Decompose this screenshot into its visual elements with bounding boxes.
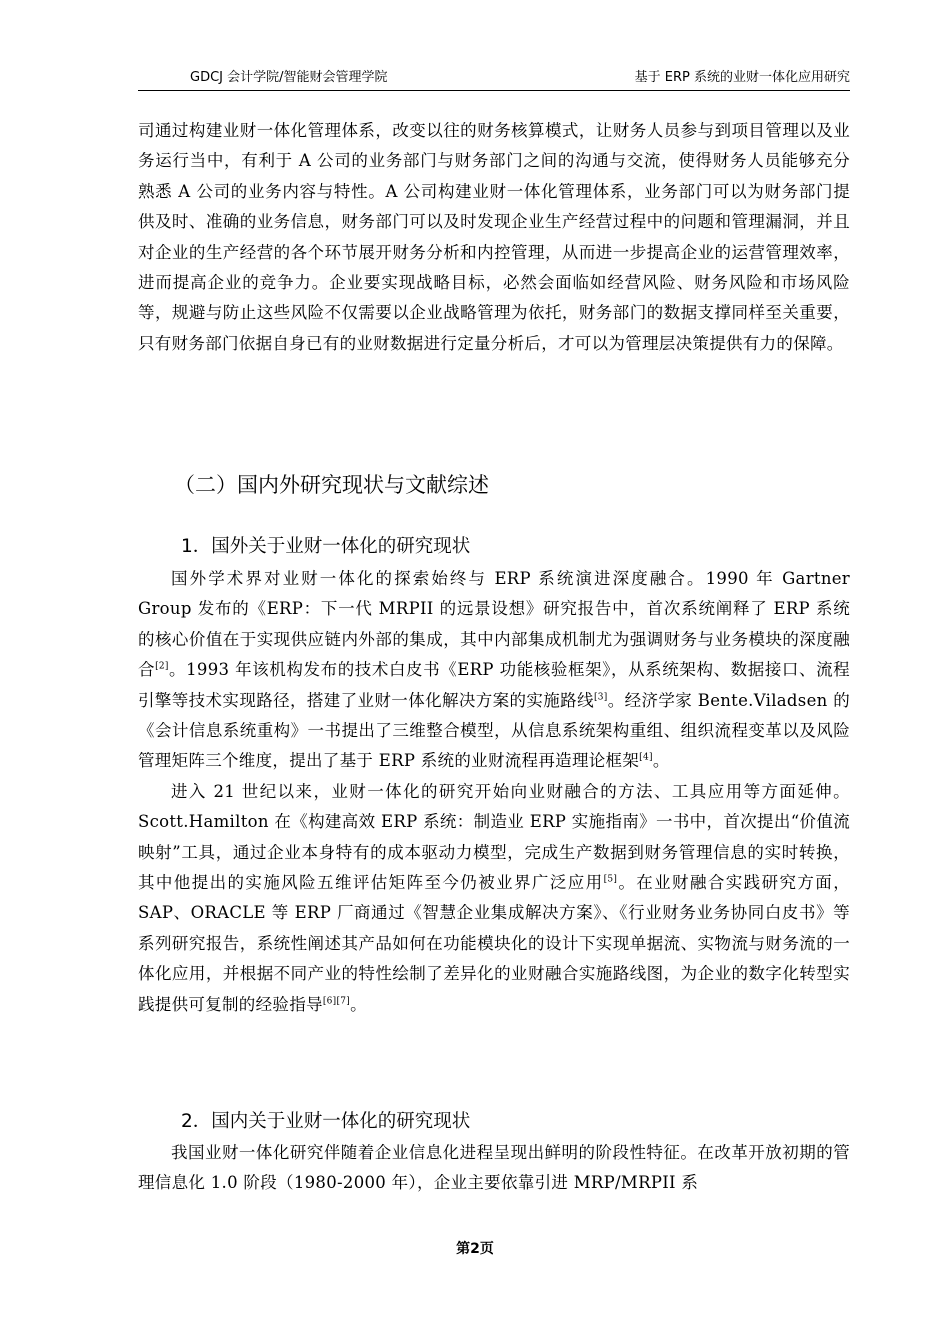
header-divider [138,90,850,91]
header-institution: GDCJ 会计学院/智能财会管理学院 [190,70,388,85]
foreign-paragraph-1: 国外学术界对业财一体化的探索始终与 ERP 系统演进深度融合。1990 年 Gartner Group 发布的《ERP：下一代 MRPII 的远景设想》研究报告中，首次系统阐释了 ERP 系统的核心价值在于实现供应链内外部的集成，其中内部集成机制尤为强调财务与业务模块的深度融合[2]。1993 年该机构发布的技术白皮书《ERP 功能核验框架》，从系统架构、数据接口、流程引擎等技术实现路径，搭建了业财一体化解决方案的实施路线[3]。经济学家 Bente.Viladsen 的《会计信息系统重构》一书提出了三维整合模型，从信息系统架构重组、组织流程变革以及风险管理矩阵三个维度，提出了基于 ERP 系统的业财流程再造理论框架[4]。 [138,569,850,771]
header-paper-title: 基于 ERP 系统的业财一体化应用研究 [634,70,850,85]
section-heading-literature-review: （二）国内外研究现状与文献综述 [174,473,489,497]
foreign-research-block [138,564,850,1020]
intro-paragraph: 司通过构建业财一体化管理体系，改变以往的财务核算模式，让财务人员参与到项目管理以及业务运行当中，有利于 A 公司的业务部门与财务部门之间的沟通与交流，使得财务人员能够充分熟悉 A 公司的业务内容与特性。A 公司构建业财一体化管理体系，业务部门可以为财务部门提供及时、准确的业务信息，财务部门可以及时发现企业生产经营过程中的问题和管理漏洞，并且对企业的生产经营的各个环节展开财务分析和内控管理，从而进一步提高企业的运营管理效率，进而提高企业的竞争力。企业要实现战略目标，必然会面临如经营风险、财务风险和市场风险等，规避与防止这些风险不仅需要以企业战略管理为依托，财务部门的数据支撑同样至关重要，只有财务部门依据自身已有的业财数据进行定量分析后，才可以为管理层决策提供有力的保障。 [138,121,850,353]
citation-2: [2] [155,661,169,672]
domestic-paragraph-1: 我国业财一体化研究伴随着企业信息化进程呈现出鲜明的阶段性特征。在改革开放初期的管理信息化 1.0 阶段（1980-2000 年），企业主要依靠引进 MRP/MRPII 系 [138,1143,850,1193]
citation-4: [4] [639,752,653,763]
subsection-heading-foreign: 1．国外关于业财一体化的研究现状 [181,536,471,557]
subsection-heading-domestic: 2．国内关于业财一体化的研究现状 [181,1111,471,1132]
running-header [138,66,850,88]
citation-6-7: [6][7] [322,995,351,1006]
citation-3: [3] [593,691,608,702]
intro-paragraph-block [138,116,850,359]
citation-5: [5] [603,874,618,885]
page-number: 第2页 [456,1241,494,1257]
domestic-research-block [138,1138,850,1199]
foreign-paragraph-2: 进入 21 世纪以来，业财一体化的研究开始向业财融合的方法、工具应用等方面延伸。Scott.Hamilton 在《构建高效 ERP 系统：制造业 ERP 实施指南》一书中，首次提出“价值流映射”工具，通过企业本身特有的成本驱动力模型，完成生产数据到财务管理信息的实时转换，其中他提出的实施风险五维评估矩阵至今仍被业界广泛应用[5]。在业财融合实践研究方面，SAP、ORACLE 等 ERP 厂商通过《智慧企业集成解决方案》、《行业财务业务协同白皮书》等系列研究报告，系统性阐述其产品如何在功能模块化的设计下实现单据流、实物流与财务流的一体化应用，并根据不同产业的特性绘制了差异化的业财融合实施路线图，为企业的数字化转型实践提供可复制的经验指导[6][7]。 [138,781,850,1014]
